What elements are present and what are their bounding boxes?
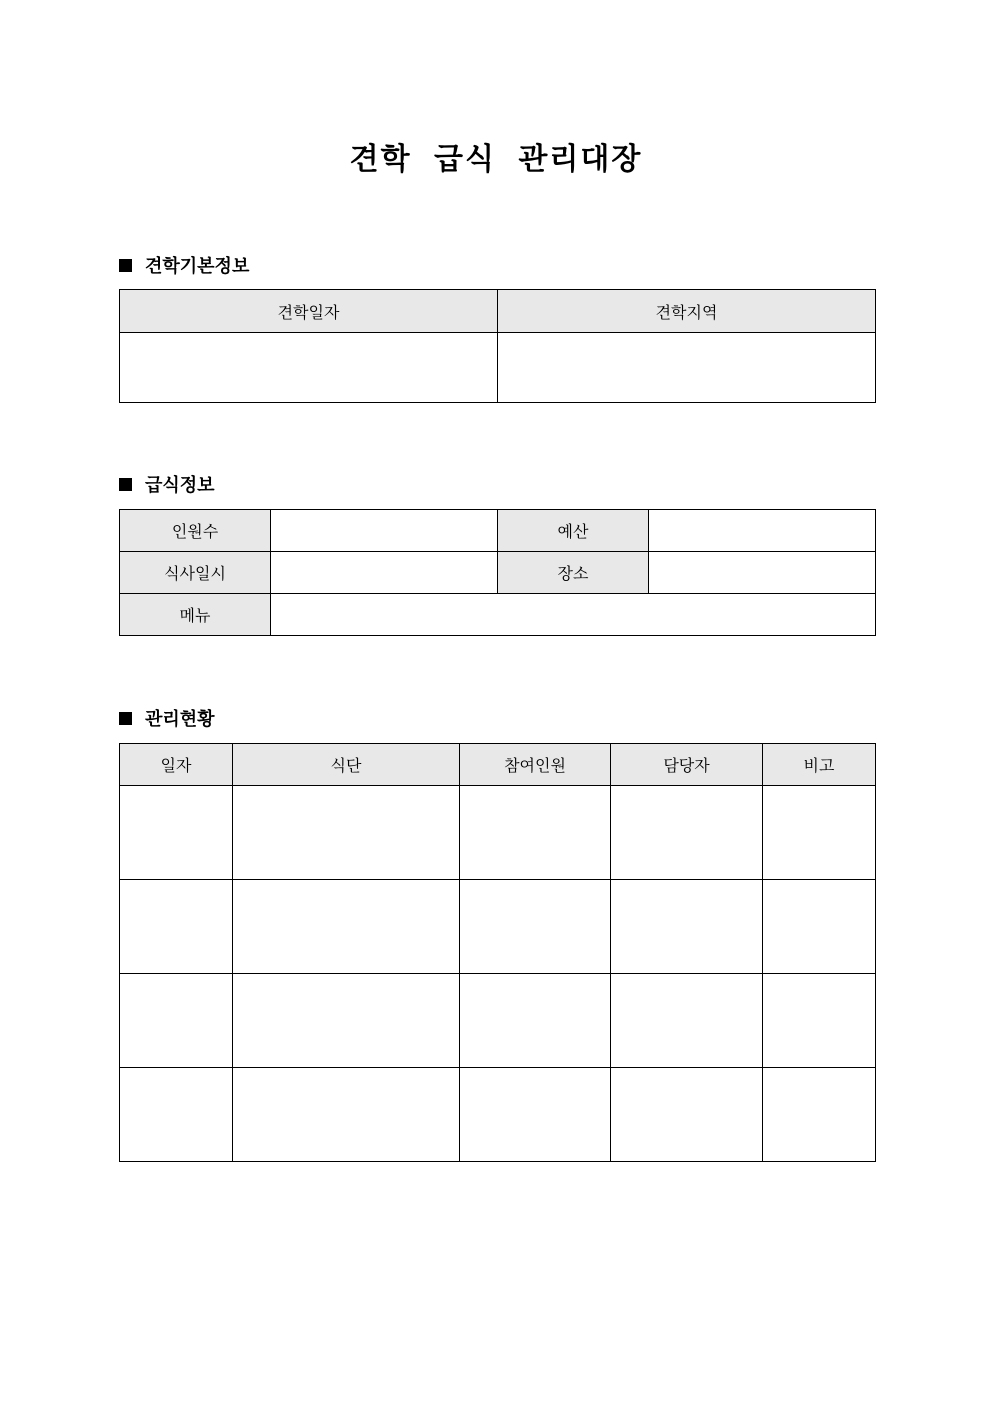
label-headcount: 인원수 (120, 510, 271, 552)
cell-meal-datetime[interactable] (271, 552, 498, 594)
section-heading-basic-label: 견학기본정보 (145, 256, 250, 277)
header-remarks: 비고 (763, 744, 876, 786)
cell-remarks[interactable] (763, 1068, 876, 1162)
cell-person-in-charge[interactable] (611, 1068, 763, 1162)
cell-person-in-charge[interactable] (611, 786, 763, 880)
section-heading-status-label: 관리현황 (145, 709, 215, 730)
square-bullet-icon (119, 712, 132, 725)
header-person-in-charge: 담당자 (611, 744, 763, 786)
table-row (120, 1068, 876, 1162)
cell-menu-plan[interactable] (233, 974, 460, 1068)
section-heading-status (119, 706, 215, 730)
cell-date[interactable] (120, 880, 233, 974)
header-visit-region: 견학지역 (498, 290, 876, 333)
cell-menu[interactable] (271, 594, 876, 636)
cell-remarks[interactable] (763, 880, 876, 974)
table-row (120, 880, 876, 974)
section-heading-basic (119, 253, 249, 277)
cell-menu-plan[interactable] (233, 1068, 460, 1162)
basic-info-table (119, 289, 876, 403)
cell-menu-plan[interactable] (233, 786, 460, 880)
label-menu: 메뉴 (120, 594, 271, 636)
cell-remarks[interactable] (763, 786, 876, 880)
section-heading-meal-label: 급식정보 (145, 475, 215, 496)
label-place: 장소 (498, 552, 649, 594)
cell-remarks[interactable] (763, 974, 876, 1068)
header-menu-plan: 식단 (233, 744, 460, 786)
cell-participants[interactable] (460, 880, 611, 974)
cell-participants[interactable] (460, 974, 611, 1068)
cell-participants[interactable] (460, 1068, 611, 1162)
header-visit-date: 견학일자 (120, 290, 498, 333)
cell-visit-region[interactable] (498, 333, 876, 403)
management-status-table (119, 743, 876, 1162)
cell-participants[interactable] (460, 786, 611, 880)
cell-visit-date[interactable] (120, 333, 498, 403)
label-budget: 예산 (498, 510, 649, 552)
cell-headcount[interactable] (271, 510, 498, 552)
cell-date[interactable] (120, 786, 233, 880)
meal-info-table (119, 509, 876, 636)
cell-menu-plan[interactable] (233, 880, 460, 974)
section-heading-meal (119, 472, 215, 496)
square-bullet-icon (119, 478, 132, 491)
cell-budget[interactable] (649, 510, 876, 552)
cell-person-in-charge[interactable] (611, 880, 763, 974)
cell-date[interactable] (120, 1068, 233, 1162)
header-participants: 참여인원 (460, 744, 611, 786)
cell-person-in-charge[interactable] (611, 974, 763, 1068)
cell-place[interactable] (649, 552, 876, 594)
header-date: 일자 (120, 744, 233, 786)
page-title: 견학 급식 관리대장 (349, 142, 643, 177)
table-row (120, 974, 876, 1068)
cell-date[interactable] (120, 974, 233, 1068)
label-meal-datetime: 식사일시 (120, 552, 271, 594)
table-row (120, 786, 876, 880)
square-bullet-icon (119, 259, 132, 272)
